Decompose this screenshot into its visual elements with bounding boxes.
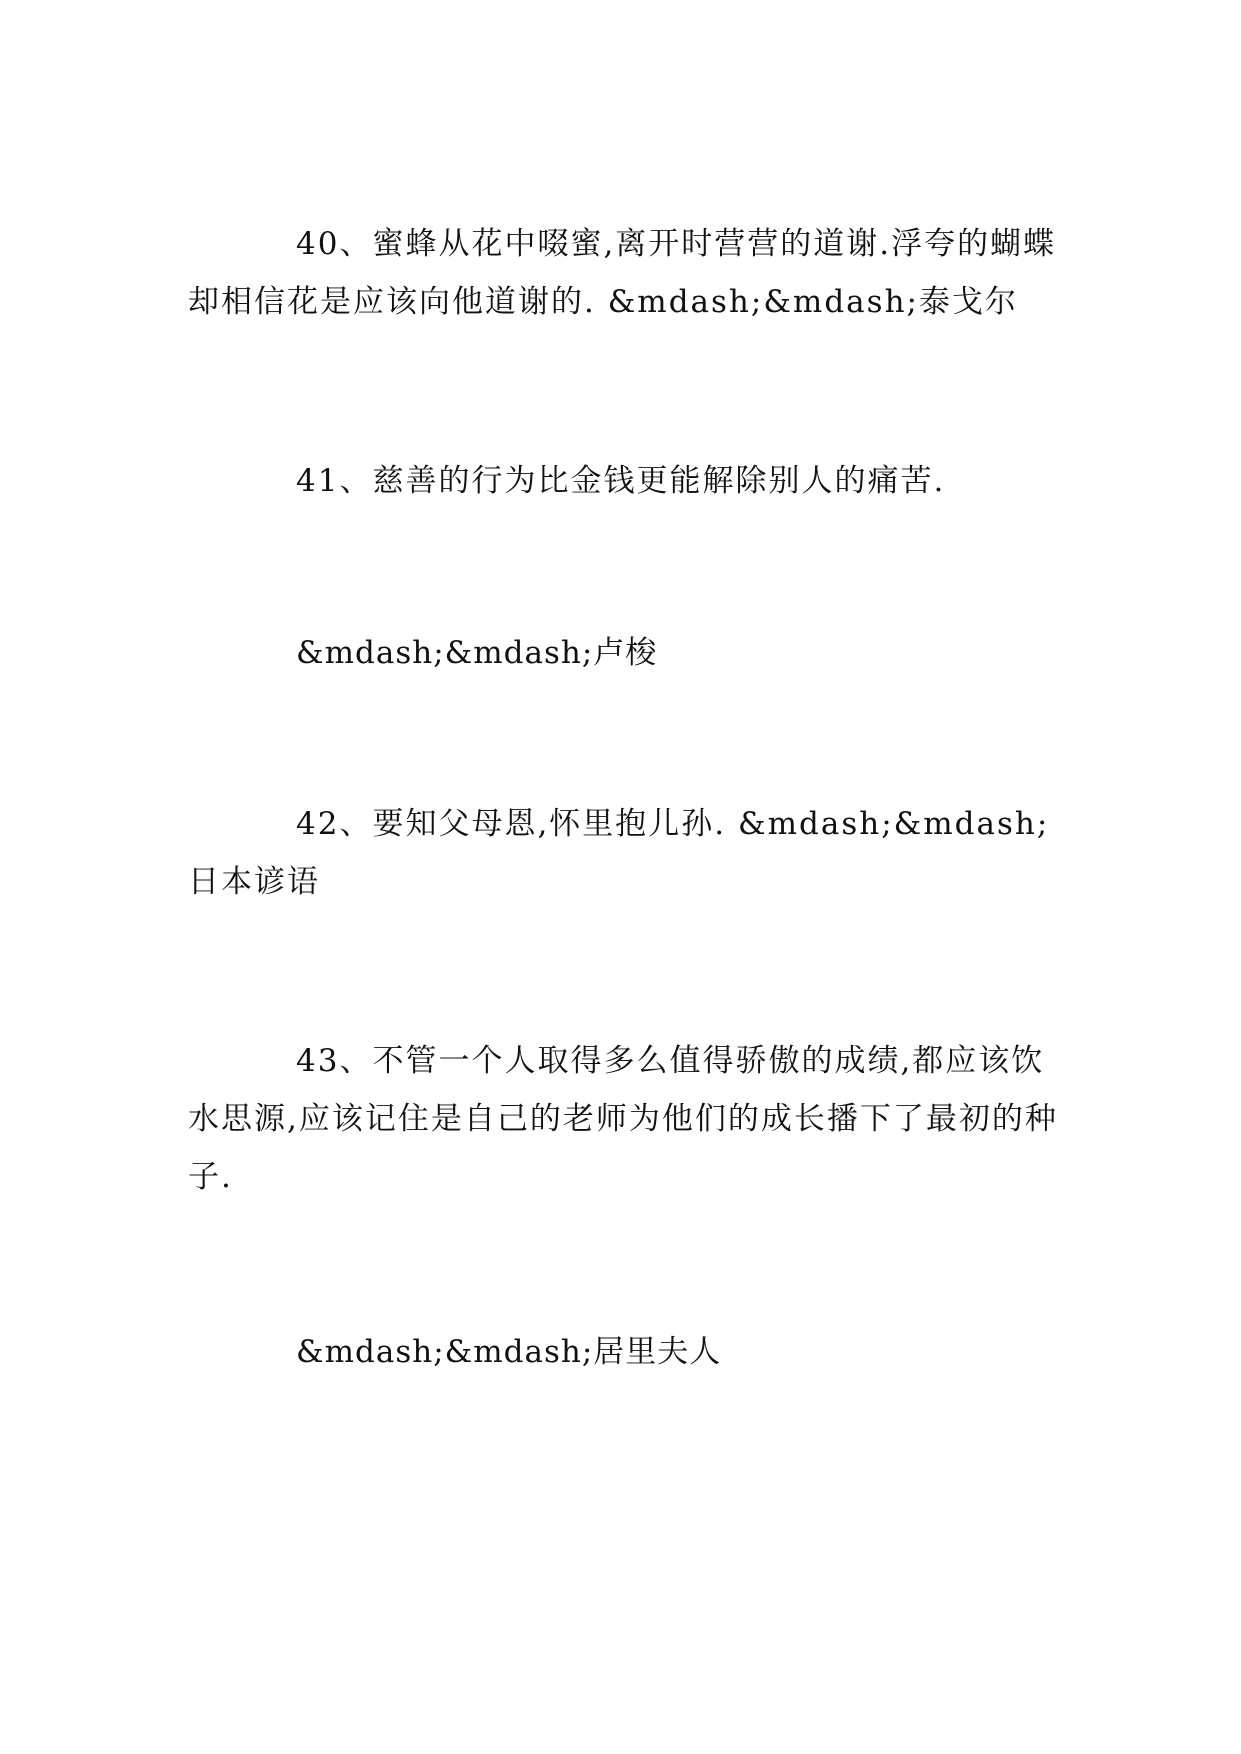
quote-40: 40、蜜蜂从花中啜蜜,离开时营营的道谢.浮夸的蝴蝶却相信花是应该向他道谢的. &mdash;&mdash;泰戈尔 — [188, 226, 1057, 320]
quote-41-attribution: &mdash;&mdash;卢梭 — [296, 635, 658, 671]
quote-42: 42、要知父母恩,怀里抱儿孙. &mdash;&mdash;日本谚语 — [188, 806, 1050, 900]
quote-41: 41、慈善的行为比金钱更能解除别人的痛苦. — [296, 463, 946, 499]
quote-43: 43、不管一个人取得多么值得骄傲的成绩,都应该饮水思源,应该记住是自己的老师为他们的成长播下了最初的种子. — [188, 1043, 1058, 1195]
quote-43-attribution: &mdash;&mdash;居里夫人 — [296, 1334, 722, 1370]
